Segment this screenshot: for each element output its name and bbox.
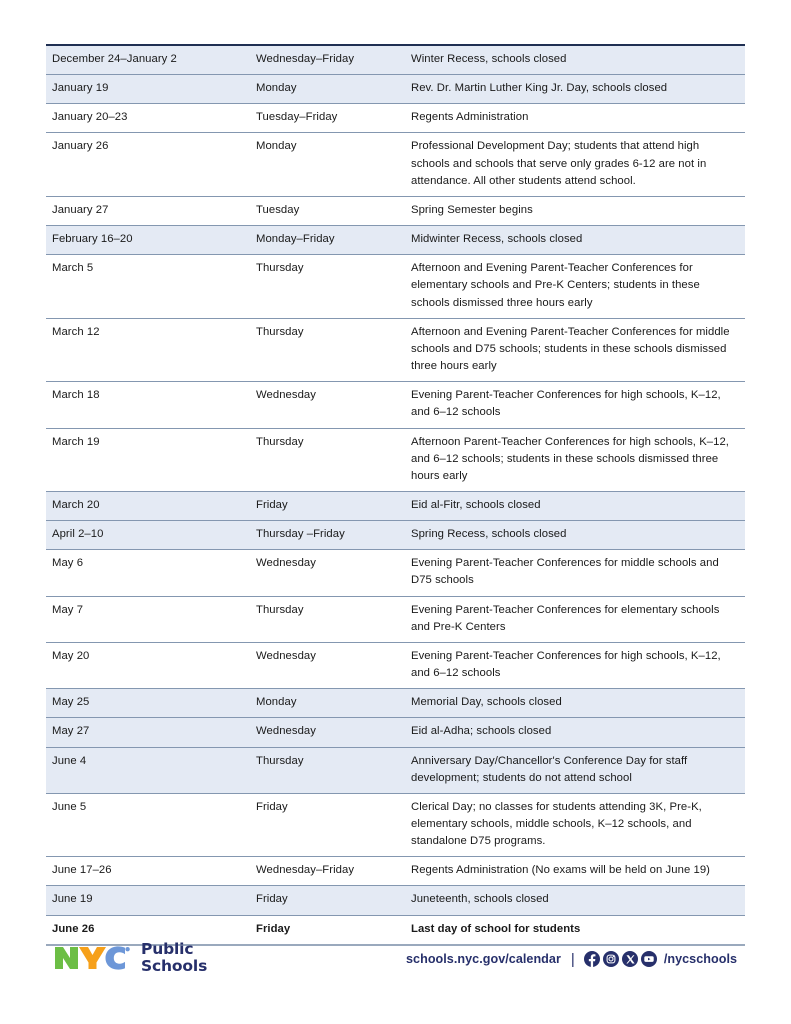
table-row — [46, 793, 745, 856]
cell-day: Friday — [250, 491, 405, 520]
cell-day: Monday — [250, 133, 405, 196]
cell-date: January 19 — [46, 75, 250, 104]
cell-date: June 19 — [46, 886, 250, 915]
calendar-table-body — [46, 45, 745, 945]
table-row — [46, 886, 745, 915]
x-icon[interactable] — [622, 951, 638, 967]
school-calendar-table-wrapper — [46, 44, 745, 946]
cell-description: Rev. Dr. Martin Luther King Jr. Day, schools closed — [405, 75, 745, 104]
cell-description: Eid al-Adha; schools closed — [405, 718, 745, 747]
cell-date: June 4 — [46, 747, 250, 793]
social-icon-row — [584, 951, 657, 967]
table-row — [46, 747, 745, 793]
cell-date: March 18 — [46, 382, 250, 428]
cell-day: Tuesday–Friday — [250, 104, 405, 133]
cell-day: Wednesday–Friday — [250, 45, 405, 75]
table-row — [46, 689, 745, 718]
table-row — [46, 491, 745, 520]
cell-date: April 2–10 — [46, 521, 250, 550]
cell-description: Clerical Day; no classes for students attending 3K, Pre-K, elementary schools, middle schools, K–12 schools, and standalone D75 programs. — [405, 793, 745, 856]
logo-word-schools: Schools — [141, 956, 208, 975]
table-row — [46, 226, 745, 255]
cell-description: Juneteenth, schools closed — [405, 886, 745, 915]
cell-description: Evening Parent-Teacher Conferences for elementary schools and Pre-K Centers — [405, 596, 745, 642]
table-row — [46, 196, 745, 225]
cell-date: January 26 — [46, 133, 250, 196]
cell-day: Thursday –Friday — [250, 521, 405, 550]
logo-wordmark — [141, 941, 207, 974]
cell-day: Friday — [250, 793, 405, 856]
cell-description: Eid al-Fitr, schools closed — [405, 491, 745, 520]
footer-separator: | — [570, 950, 575, 968]
cell-date: December 24–January 2 — [46, 45, 250, 75]
cell-date: May 25 — [46, 689, 250, 718]
cell-description: Last day of school for students — [405, 915, 745, 945]
table-row — [46, 642, 745, 688]
nyc-logo-icon — [54, 943, 132, 973]
cell-date: May 7 — [46, 596, 250, 642]
cell-day: Thursday — [250, 596, 405, 642]
cell-date: March 20 — [46, 491, 250, 520]
youtube-icon[interactable] — [641, 951, 657, 967]
cell-date: June 5 — [46, 793, 250, 856]
table-row — [46, 133, 745, 196]
cell-date: January 20–23 — [46, 104, 250, 133]
cell-description: Evening Parent-Teacher Conferences for middle schools and D75 schools — [405, 550, 745, 596]
cell-description: Afternoon Parent-Teacher Conferences for high schools, K–12, and 6–12 schools; students in these schools dismissed three hours early — [405, 428, 745, 491]
nyc-public-schools-logo — [54, 941, 207, 974]
cell-date: May 20 — [46, 642, 250, 688]
page-footer — [0, 925, 791, 1005]
cell-date: March 19 — [46, 428, 250, 491]
cell-day: Friday — [250, 915, 405, 945]
instagram-icon[interactable] — [603, 951, 619, 967]
cell-day: Monday — [250, 75, 405, 104]
cell-description: Evening Parent-Teacher Conferences for high schools, K–12, and 6–12 schools — [405, 382, 745, 428]
cell-description: Midwinter Recess, schools closed — [405, 226, 745, 255]
cell-day: Wednesday — [250, 642, 405, 688]
cell-description: Afternoon and Evening Parent-Teacher Conferences for elementary schools and Pre-K Centers; students in these schools dismissed three hours early — [405, 255, 745, 318]
table-row — [46, 521, 745, 550]
cell-date: June 26 — [46, 915, 250, 945]
cell-day: Thursday — [250, 318, 405, 381]
cell-date: June 17–26 — [46, 857, 250, 886]
calendar-url-link[interactable]: schools.nyc.gov/calendar — [406, 952, 561, 966]
cell-day: Monday–Friday — [250, 226, 405, 255]
cell-day: Thursday — [250, 747, 405, 793]
cell-description: Afternoon and Evening Parent-Teacher Conferences for middle schools and D75 schools; students in these schools dismissed three hours early — [405, 318, 745, 381]
cell-date: February 16–20 — [46, 226, 250, 255]
cell-description: Regents Administration — [405, 104, 745, 133]
cell-description: Winter Recess, schools closed — [405, 45, 745, 75]
cell-day: Wednesday — [250, 718, 405, 747]
cell-day: Tuesday — [250, 196, 405, 225]
cell-day: Wednesday — [250, 382, 405, 428]
cell-date: March 12 — [46, 318, 250, 381]
cell-date: March 5 — [46, 255, 250, 318]
cell-day: Wednesday — [250, 550, 405, 596]
cell-description: Spring Semester begins — [405, 196, 745, 225]
cell-day: Friday — [250, 886, 405, 915]
cell-day: Wednesday–Friday — [250, 857, 405, 886]
cell-day: Thursday — [250, 428, 405, 491]
table-row — [46, 857, 745, 886]
cell-description: Regents Administration (No exams will be held on June 19) — [405, 857, 745, 886]
social-handle[interactable]: /nycschools — [663, 952, 738, 966]
logo-word-public: Public — [141, 940, 194, 958]
footer-links — [406, 951, 737, 967]
cell-description: Evening Parent-Teacher Conferences for high schools, K–12, and 6–12 schools — [405, 642, 745, 688]
table-row — [46, 428, 745, 491]
table-row — [46, 596, 745, 642]
cell-description: Anniversary Day/Chancellor's Conference Day for staff development; students do not attend school — [405, 747, 745, 793]
table-row — [46, 255, 745, 318]
table-row — [46, 550, 745, 596]
cell-date: May 27 — [46, 718, 250, 747]
table-row — [46, 75, 745, 104]
cell-description: Spring Recess, schools closed — [405, 521, 745, 550]
cell-description: Memorial Day, schools closed — [405, 689, 745, 718]
table-row — [46, 318, 745, 381]
cell-day: Thursday — [250, 255, 405, 318]
facebook-icon[interactable] — [584, 951, 600, 967]
table-row — [46, 718, 745, 747]
cell-date: May 6 — [46, 550, 250, 596]
table-row — [46, 382, 745, 428]
table-row — [46, 104, 745, 133]
table-row — [46, 45, 745, 75]
cell-day: Monday — [250, 689, 405, 718]
school-calendar-table — [46, 44, 745, 946]
cell-date: January 27 — [46, 196, 250, 225]
cell-description: Professional Development Day; students that attend high schools and schools that serve only grades 6-12 are not in attendance. All other students attend school. — [405, 133, 745, 196]
